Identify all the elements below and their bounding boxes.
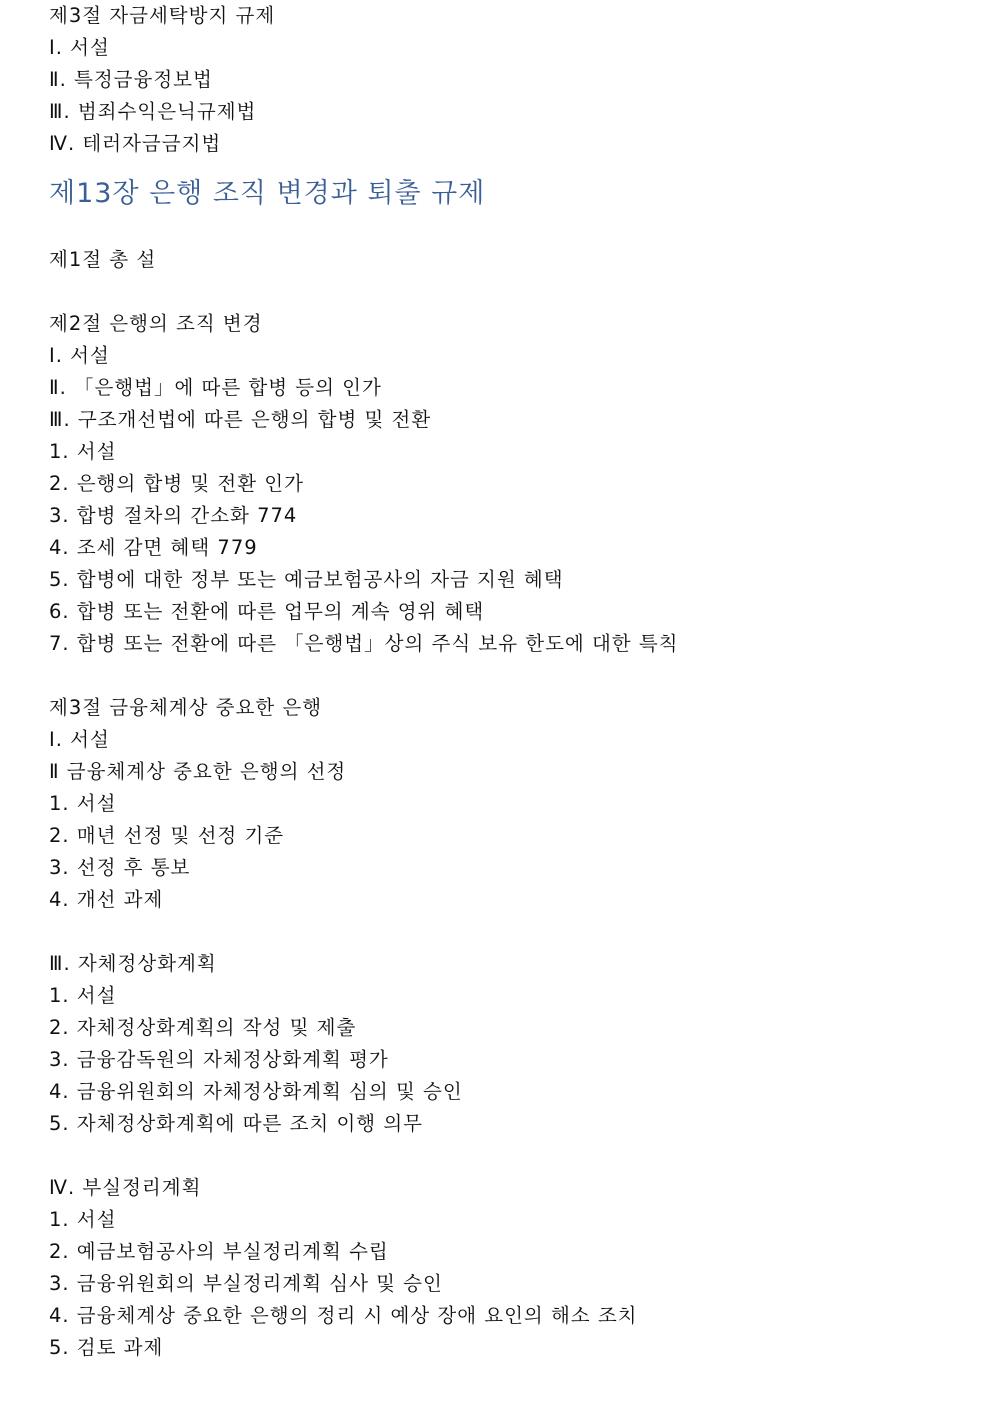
section-org-change [49,308,972,660]
list-item: 7. 합병 또는 전환에 따른 「은행법」상의 주식 보유 한도에 대한 특칙 [49,632,679,655]
list-item: Ⅲ. 자체정상화계획 [49,952,217,975]
section-title: 제3절 자금세탁방지 규제 [49,4,276,27]
list-item: 3. 합병 절차의 간소화 774 [49,504,298,527]
list-item: 4. 금융위원회의 자체정상화계획 심의 및 승인 [49,1080,463,1103]
section-title: 제3절 금융체계상 중요한 은행 [49,696,323,719]
list-item: 3. 금융위원회의 부실정리계획 심사 및 승인 [49,1272,443,1295]
list-item: 1. 서설 [49,440,117,463]
list-item: 2. 매년 선정 및 선정 기준 [49,824,285,847]
list-item: Ⅰ. 서설 [49,344,110,367]
list-item: Ⅰ. 서설 [49,36,110,59]
list-item: Ⅲ. 구조개선법에 따른 은행의 합병 및 전환 [49,408,432,431]
list-item: 6. 합병 또는 전환에 따른 업무의 계속 영위 혜택 [49,600,485,623]
list-item: 1. 서설 [49,792,117,815]
section-aml [49,0,972,160]
chapter-title: 제13장 은행 조직 변경과 퇴출 규제 [49,178,486,209]
list-item: 1. 서설 [49,984,117,1007]
list-item: Ⅳ. 부실정리계획 [49,1176,202,1199]
list-item: 4. 개선 과제 [49,888,164,911]
list-item: Ⅱ. 「은행법」에 따른 합병 등의 인가 [49,376,382,399]
list-item: 3. 금융감독원의 자체정상화계획 평가 [49,1048,389,1071]
list-item: Ⅰ. 서설 [49,728,110,751]
list-item: 5. 합병에 대한 정부 또는 예금보험공사의 자금 지원 혜택 [49,568,564,591]
list-item: Ⅱ 금융체계상 중요한 은행의 선정 [49,760,347,783]
section-title: 제1절 총 설 [49,248,157,271]
list-item: Ⅲ. 범죄수익은닉규제법 [49,100,257,123]
list-item: 3. 선정 후 통보 [49,856,191,879]
list-item: 5. 자체정상화계획에 따른 조치 이행 의무 [49,1112,423,1135]
list-item: 2. 은행의 합병 및 전환 인가 [49,472,304,495]
section-sifi [49,692,972,1364]
list-item: 4. 조세 감면 혜택 779 [49,536,258,559]
list-item: 4. 금융체계상 중요한 은행의 정리 시 예상 장애 요인의 해소 조치 [49,1304,638,1327]
document-page [49,0,972,1364]
list-item: Ⅱ. 특정금융정보법 [49,68,213,91]
list-item: 2. 예금보험공사의 부실정리계획 수립 [49,1240,389,1263]
section-title: 제2절 은행의 조직 변경 [49,312,263,335]
list-item: Ⅳ. 테러자금금지법 [49,132,222,155]
list-item: 2. 자체정상화계획의 작성 및 제출 [49,1016,357,1039]
list-item: 1. 서설 [49,1208,117,1231]
list-item: 5. 검토 과제 [49,1336,164,1359]
